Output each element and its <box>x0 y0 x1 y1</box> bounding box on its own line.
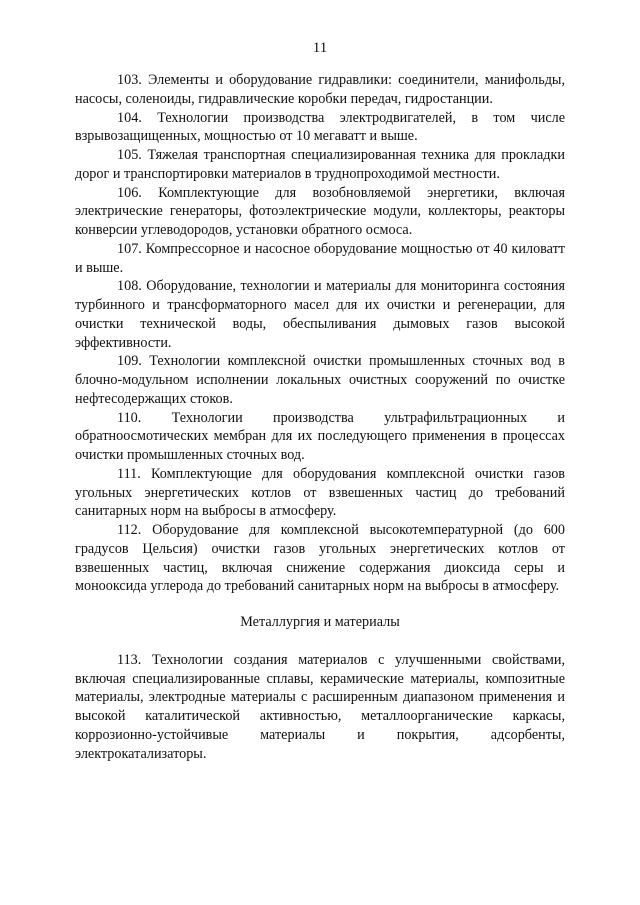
list-item-103 <box>75 71 565 109</box>
list-item-111 <box>75 465 565 521</box>
item-number: 112. <box>117 522 142 538</box>
item-number: 104. <box>117 109 142 126</box>
list-item-110 <box>75 409 565 465</box>
item-text: Технологии производства ультрафильтрационных и обратноосмотических мембран для их последующего применения в процессах очистки промышленных сточных вод. <box>75 409 566 463</box>
item-text: Технологии производства электродвигателей, в том числе взрывозащищенных, мощностью от 10 мегаватт и выше. <box>75 109 565 145</box>
item-number: 111. <box>117 465 141 482</box>
item-text: Тяжелая транспортная специализированная техника для прокладки дорог и транспортировки материалов в труднопроходимой местности. <box>75 147 565 182</box>
list-item-106 <box>75 184 565 240</box>
item-number: 109. <box>117 353 142 370</box>
item-number: 113. <box>117 651 142 668</box>
item-text: Элементы и оборудование гидравлики: соединители, манифольды, насосы, соленоиды, гидравлические коробки передач, гидростанции. <box>75 72 565 107</box>
list-item-113 <box>75 651 565 764</box>
item-text: Оборудование для комплексной высокотемпературной (до 600 градусов Цельсия) очистки газов угольных энергетических котлов от взвешенных частиц, включая снижение содержания диоксида серы и монооксида углерода до требований санитарных норм на выбросы в атмосферу. <box>75 522 565 595</box>
item-text: Технологии создания материалов с улучшенными свойствами, включая специализированные сплавы, керамические материалы, композитные материалы, электродные материалы с расширенным диапазоном применения и высокой каталитической активностью, металлоорганические каркасы, коррозионно-устойчивые материалы и покрытия, адсорбенты, электрокатализаторы. <box>75 651 565 762</box>
document-body <box>75 71 565 763</box>
section-heading: Металлургия и материалы <box>240 614 400 630</box>
list-item-107 <box>75 240 565 278</box>
item-number: 107. <box>117 240 142 257</box>
list-item-112 <box>75 521 565 596</box>
item-number: 103. <box>117 72 142 88</box>
item-text: Комплектующие для оборудования комплексной очистки газов угольных энергетических котлов от взвешенных частиц до требований санитарных норм на выбросы в атмосферу. <box>75 465 565 520</box>
item-number: 110. <box>117 409 142 426</box>
item-number: 108. <box>117 278 142 295</box>
page-number: 11 <box>312 40 328 56</box>
item-text: Компрессорное и насосное оборудование мощностью от 40 киловатт и выше. <box>75 240 566 276</box>
item-text: Оборудование, технологии и материалы для мониторинга состояния турбинного и трансформаторного масел для их очистки и регенерации, для очистки технической воды, обеспыливания дымовых газов высокой эффективности. <box>75 278 565 351</box>
list-item-105 <box>75 146 565 184</box>
list-item-108 <box>75 277 565 352</box>
list-item-104 <box>75 109 565 147</box>
item-number: 105. <box>117 147 142 163</box>
list-item-109 <box>75 352 565 408</box>
item-text: Комплектующие для возобновляемой энергетики, включая электрические генераторы, фотоэлектрические модули, коллекторы, реакторы конверсии углеводородов, установки обратного осмоса. <box>75 184 565 238</box>
item-text: Технологии комплексной очистки промышленных сточных вод в блочно-модульном исполнении локальных очистных сооружений по очистке нефтесодержащих стоков. <box>75 353 565 407</box>
item-number: 106. <box>117 184 142 201</box>
